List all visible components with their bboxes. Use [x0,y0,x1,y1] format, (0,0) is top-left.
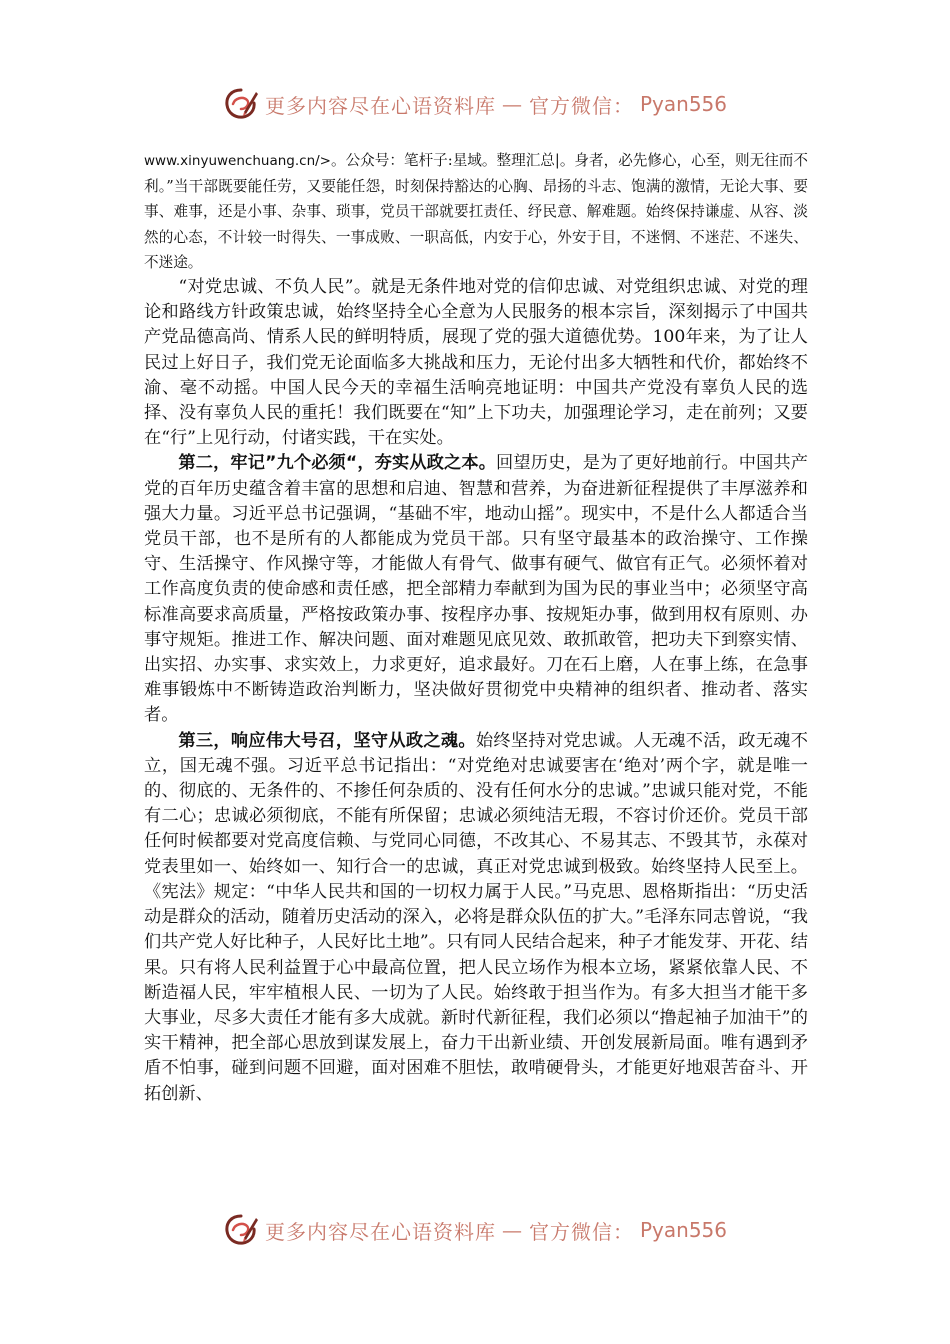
paragraph-second [144,451,808,728]
header-banner-wechat-id: Pyan556 [639,92,727,116]
footer-banner-wechat-id: Pyan556 [639,1218,727,1242]
header-banner-separator: — [501,92,523,116]
header-banner-wechat-label: 官方微信： [528,93,634,118]
intro-url: www.xinyuwenchuang.cn/> [144,153,331,169]
footer-banner-title: 更多内容尽在心语资料库 [264,1219,496,1244]
paragraph-third [144,729,808,1107]
header-banner-title: 更多内容尽在心语资料库 [264,93,496,118]
intro-text: 。公众号：笔杆子:星域。整理汇总|。身者，必先修心，心至，则无往而不利。”当干部既要能任劳，又要能任怨，时刻保持豁达的心胸、昂扬的斗志、饱满的激情，无论大事、要事、难事，还是小事、杂事、琐事，党员干部就要扛责任、纾民意、解难题。始终保持谦虚、从容、淡然的心态，不计较一时得失、一事成败、一职高低，内安于心，外安于目，不迷惘、不迷茫、不迷失、不迷途。 [144,152,808,271]
paragraph-second-text: 回望历史，是为了更好地前行。中国共产党的百年历史蕴含着丰富的思想和启迪、智慧和营养，为奋进新征程提供了丰厚滋养和强大力量。习近平总书记强调，“基础不牢，地动山摇”。现实中，不是什么人都适合当党员干部，也不是所有的人都能成为党员干部。只有坚守最基本的政治操守、工作操守、生活操守、作风操守等，才能做人有骨气、做事有硬气、做官有正气。必须怀着对工作高度负责的使命感和责任感，把全部精力奉献到为国为民的事业当中；必须坚守高标准高要求高质量，严格按政策办事、按程序办事、按规矩办事，做到用权有原则、办事守规矩。推进工作、解决问题、面对难题见底见效、敢抓敢管，把功夫下到察实情、出实招、办实事、求实效上，力求更好，追求最好。刀在石上磨，人在事上练，在急事难事锻炼中不断铸造政治判断力，坚决做好贯彻党中央精神的组织者、推动者、落实者。 [144,453,808,726]
header-banner [0,84,950,124]
document-body [144,148,808,1107]
paragraph-loyalty-text: “对党忠诚、不负人民”。就是无条件地对党的信仰忠诚、对党组织忠诚、对党的理论和路线方针政策忠诚，始终坚持全心全意为人民服务的根本宗旨，深刻揭示了中国共产党品德高尚、情系人民的鲜明特质，展现了党的强大道德优势。100年来，为了让人民过上好日子，我们党无论面临多大挑战和压力，无论付出多大牺牲和代价，都始终不渝、毫不动摇。中国人民今天的幸福生活响亮地证明：中国共产党没有辜负人民的选择、没有辜负人民的重托！我们既要在“知”上下功夫，加强理论学习，走在前列；又要在“行”上见行动，付诸实践，干在实处。 [144,277,808,449]
intro-paragraph [144,148,808,275]
paragraph-third-text: 始终坚持对党忠诚。人无魂不活，政无魂不立，国无魂不强。习近平总书记指出：“对党绝对忠诚要害在‘绝对’两个字，就是唯一的、彻底的、无条件的、不掺任何杂质的、没有任何水分的忠诚。”忠诚只能对党，不能有二心；忠诚必须彻底，不能有所保留；忠诚必须纯洁无瑕，不容讨价还价。党员干部任何时候都要对党高度信赖、与党同心同德，不改其心、不易其志、不毁其节，永葆对党表里如一、始终如一、知行合一的忠诚，真正对党忠诚到极致。始终坚持人民至上。《宪法》规定：“中华人民共和国的一切权力属于人民。”马克思、恩格斯指出：“历史活动是群众的活动，随着历史活动的深入，必将是群众队伍的扩大。”毛泽东同志曾说，“我们共产党人好比种子，人民好比土地”。只有同人民结合起来，种子才能发芽、开花、结果。只有将人民利益置于心中最高位置，把人民立场作为根本立场，紧紧依靠人民、不断造福人民，牢牢植根人民、一切为了人民。始终敢于担当作为。有多大担当才能干多大事业，尽多大责任才能有多大成就。新时代新征程，我们必须以“撸起袖子加油干”的实干精神，把全部心思放到谋发展上，奋力干出新业绩、开创发展新局面。唯有遇到矛盾不怕事，碰到问题不回避，面对困难不胆怯，敢啃硬骨头，才能更好地艰苦奋斗、开拓创新、 [144,730,808,1104]
footer-banner-wechat-label: 官方微信： [528,1219,634,1244]
header-banner-inner [223,86,727,122]
paragraph-second-heading: 第二，牢记”九个必须“，夯实从政之本。 [178,453,497,474]
paragraph-third-heading: 第三，响应伟大号召，坚守从政之魂。 [178,730,476,751]
pen-swirl-logo-icon [223,1212,259,1248]
pen-swirl-logo-icon [223,86,259,122]
footer-banner-inner [223,1212,727,1248]
paragraph-loyalty [144,275,808,451]
footer-banner-separator: — [501,1218,523,1242]
footer-banner [0,1210,950,1250]
